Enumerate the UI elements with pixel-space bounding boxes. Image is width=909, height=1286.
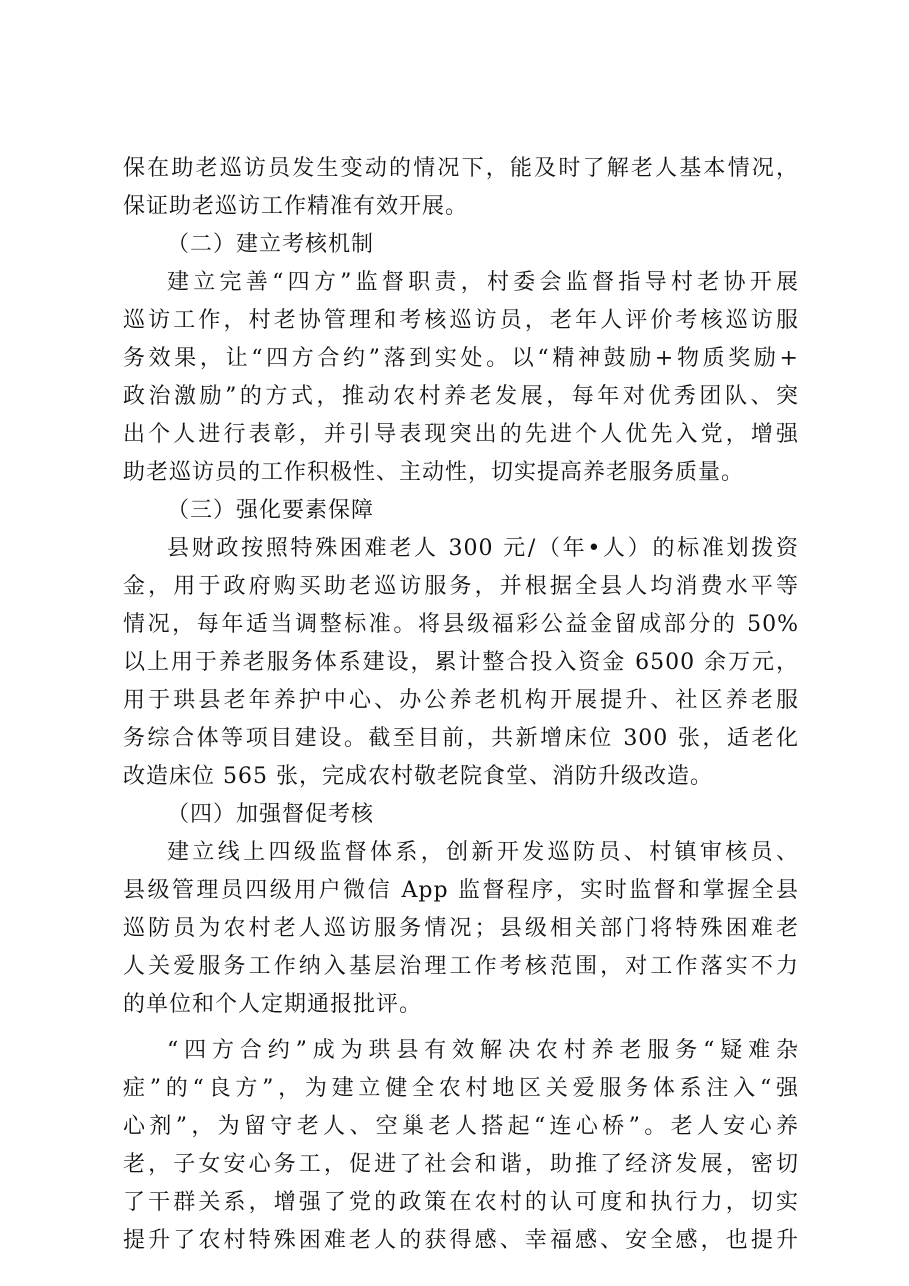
text-line: “四方合约”成为珙县有效解决农村养老服务“疑难杂 bbox=[167, 1038, 799, 1063]
text-line: 提升了农村特殊困难老人的获得感、幸福感、安全感，也提升 bbox=[123, 1228, 799, 1253]
text-line: 保证助老巡访工作精准有效开展。 bbox=[123, 194, 469, 219]
paragraph-assessment bbox=[123, 264, 799, 492]
paragraph-funding bbox=[123, 530, 799, 796]
text-line: 助老巡访员的工作积极性、主动性，切实提高养老服务质量。 bbox=[123, 460, 745, 485]
text-line: 症”的“良方”，为建立健全农村地区关爱服务体系注入“强 bbox=[123, 1076, 799, 1101]
text-line: 务综合体等项目建设。截至目前，共新增床位 300 张，适老化 bbox=[123, 726, 799, 751]
text-line: 用于珙县老年养护中心、办公养老机构开展提升、社区养老服 bbox=[123, 688, 799, 713]
text-line: 改造床位 565 张，完成农村敬老院食堂、消防升级改造。 bbox=[123, 764, 713, 789]
paragraph-supervision bbox=[123, 834, 799, 1024]
text-line: 以上用于养老服务体系建设，累计整合投入资金 6500 余万元， bbox=[123, 650, 799, 675]
text-line: 的单位和个人定期通报批评。 bbox=[123, 992, 423, 1017]
text-line: 建立线上四级监督体系，创新开发巡防员、村镇审核员、 bbox=[167, 840, 799, 865]
text-line: 建立完善“四方”监督职责，村委会监督指导村老协开展 bbox=[167, 270, 799, 295]
paragraph-continuation bbox=[123, 150, 799, 226]
paragraph-spacer bbox=[123, 1024, 799, 1032]
text-line: 了干群关系，增强了党的政策在农村的认可度和执行力，切实 bbox=[123, 1190, 799, 1215]
text-line: 巡防员为农村老人巡访服务情况；县级相关部门将特殊困难老 bbox=[123, 916, 799, 941]
section-heading-2 bbox=[123, 226, 799, 264]
text-line: 情况，每年适当调整标准。将县级福彩公益金留成部分的 50% bbox=[123, 612, 799, 637]
text-line: 县财政按照特殊困难老人 300 元/（年•人）的标准划拨资 bbox=[167, 536, 799, 561]
section-heading-4 bbox=[123, 796, 799, 834]
text-line: 县级管理员四级用户微信 App 监督程序，实时监督和掌握全县 bbox=[123, 878, 799, 903]
paragraph-conclusion bbox=[123, 1032, 799, 1260]
heading-text: （二）建立考核机制 bbox=[167, 232, 375, 257]
document-body bbox=[123, 150, 799, 1260]
text-line: 政治激励”的方式，推动农村养老发展，每年对优秀团队、突 bbox=[123, 384, 799, 409]
text-line: 出个人进行表彰，并引导表现突出的先进个人优先入党，增强 bbox=[123, 422, 799, 447]
text-line: 人关爱服务工作纳入基层治理工作考核范围，对工作落实不力 bbox=[123, 954, 799, 979]
text-line: 金，用于政府购买助老巡访服务，并根据全县人均消费水平等 bbox=[123, 574, 799, 599]
heading-text: （四）加强督促考核 bbox=[167, 802, 375, 827]
text-line: 务效果，让“四方合约”落到实处。以“精神鼓励+物质奖励+ bbox=[123, 346, 799, 371]
text-line: 巡访工作，村老协管理和考核巡访员，老年人评价考核巡访服 bbox=[123, 308, 799, 333]
text-line: 老，子女安心务工，促进了社会和谐，助推了经济发展，密切 bbox=[123, 1152, 799, 1177]
text-line: 心剂”，为留守老人、空巢老人搭起“连心桥”。老人安心养 bbox=[123, 1114, 799, 1139]
text-line: 保在助老巡访员发生变动的情况下，能及时了解老人基本情况， bbox=[123, 156, 799, 181]
heading-text: （三）强化要素保障 bbox=[167, 498, 375, 523]
section-heading-3 bbox=[123, 492, 799, 530]
